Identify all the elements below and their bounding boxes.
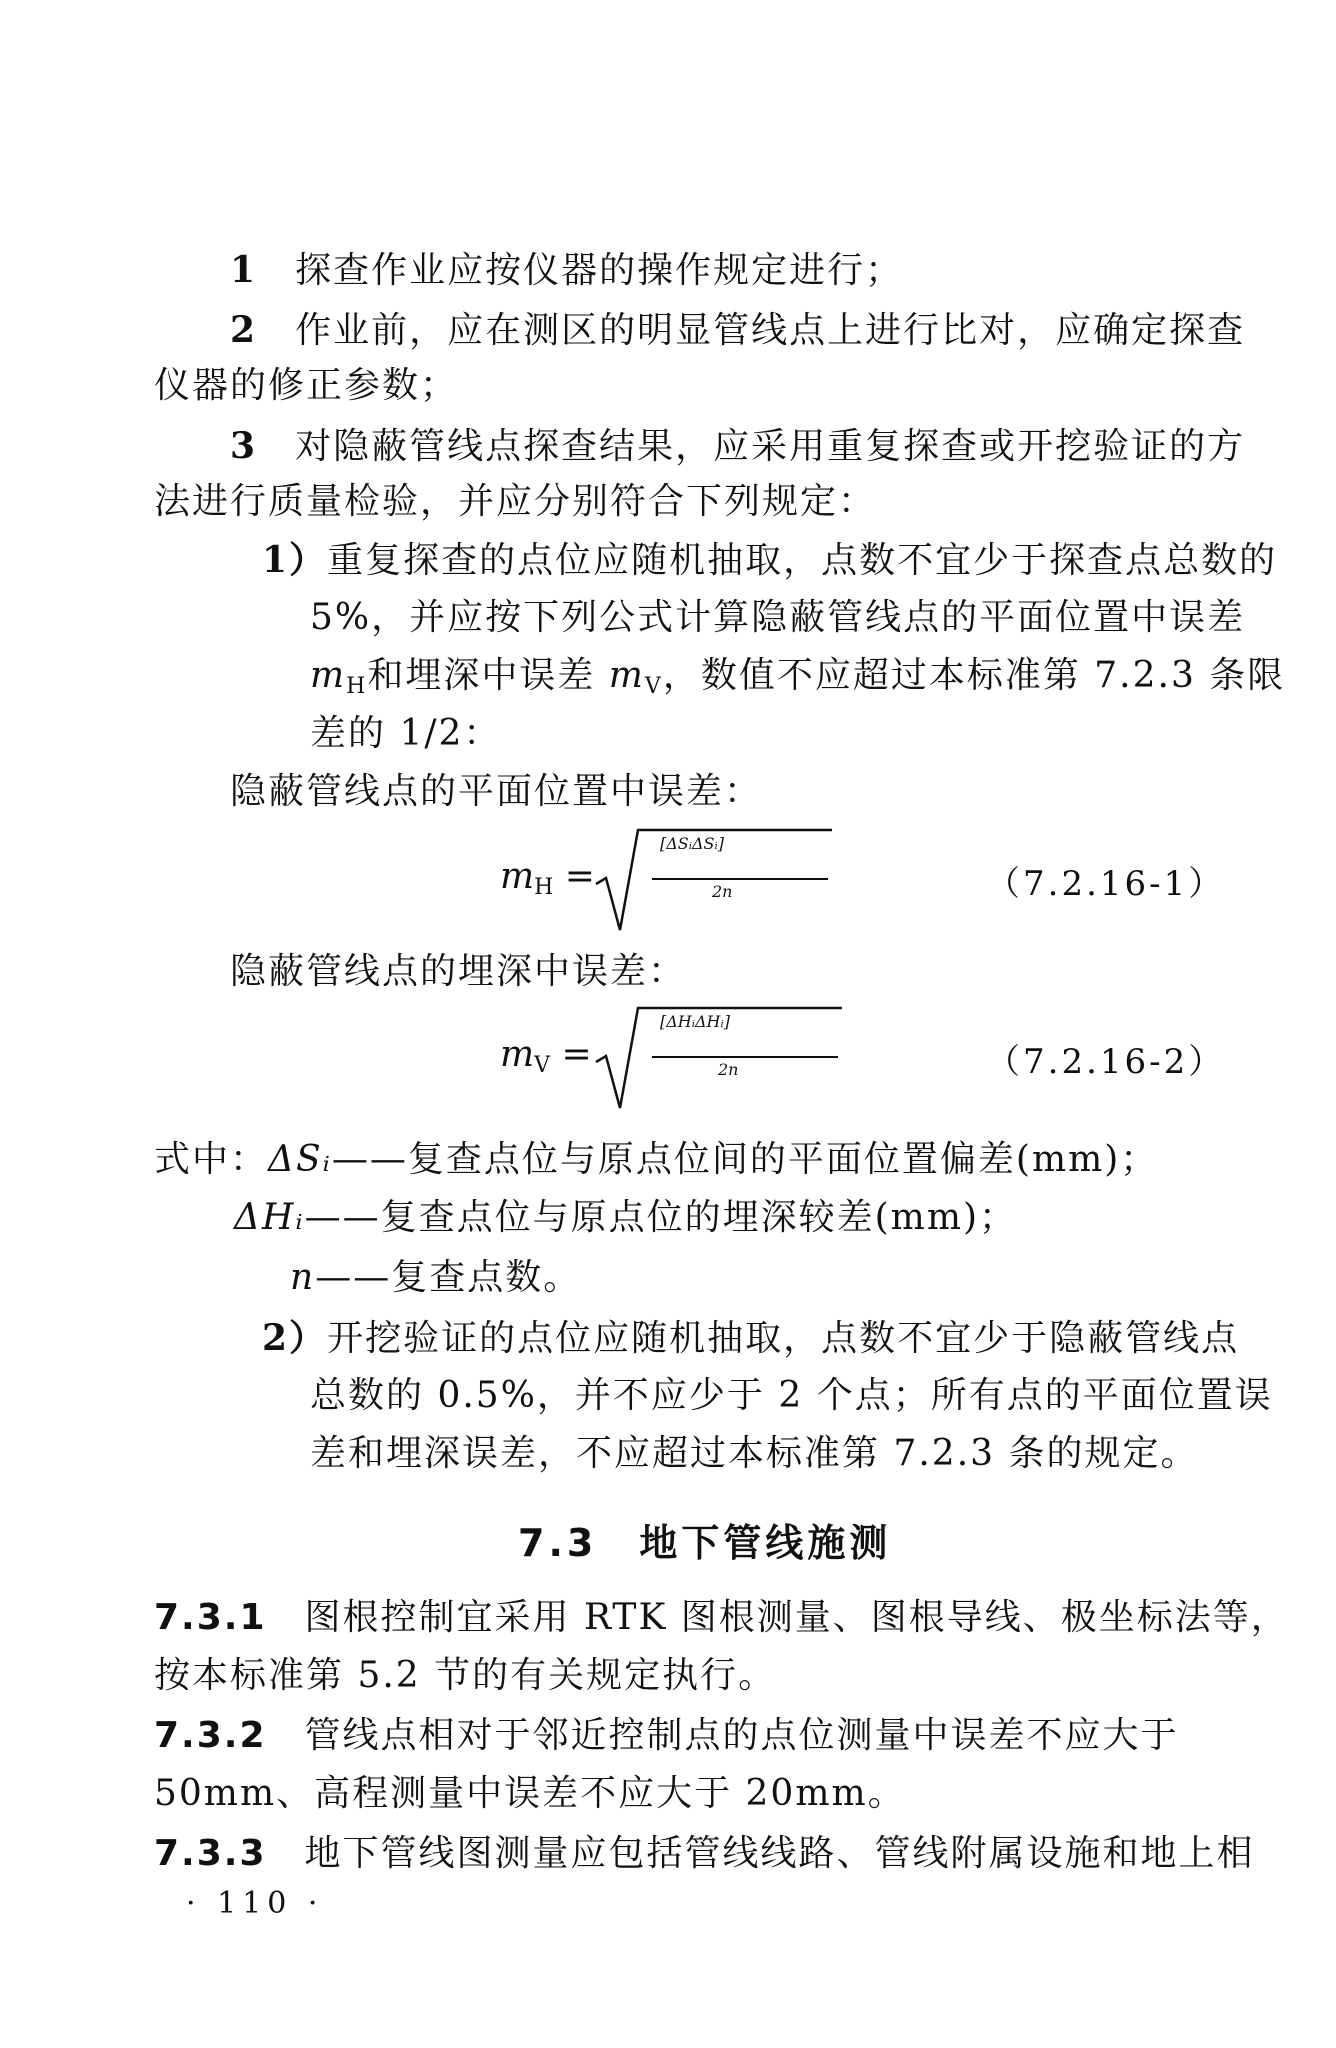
clause-7-3-3 (154, 1832, 1255, 1876)
subitem-number: 2） (262, 1317, 328, 1359)
item-3 (230, 424, 1245, 469)
clause-text: 管线点相对于邻近控制点的点位测量中误差不应大于 (304, 1715, 1179, 1756)
clause-number: 7.3.2 (154, 1715, 267, 1756)
formula-denominator: 2n (712, 882, 733, 901)
formula-lhs: $m_H$ = (500, 856, 595, 900)
formula-denominator: 2n (718, 1060, 739, 1079)
formula-number: （7.2.16-1） (986, 864, 1226, 904)
subitem-2-line-2: 总数的 0.5%，并不应少于 2 个点；所有点的平面位置误 (310, 1375, 1273, 1416)
section-heading: 7.3 地下管线施测 (518, 1521, 892, 1565)
formula-1-intro: 隐蔽管线点的平面位置中误差： (230, 771, 763, 812)
subitem-text: 重复探查的点位应随机抽取，点数不宜少于探查点总数的 (327, 540, 1278, 581)
clause-number: 7.3.3 (154, 1833, 267, 1874)
clause-text: 地下管线图测量应包括管线线路、管线附属设施和地上相 (304, 1833, 1255, 1874)
item-number: 2 (230, 309, 258, 351)
formula-lhs: $m_V$ = (500, 1034, 592, 1078)
subitem-2 (262, 1316, 1239, 1361)
clause-7-3-1-line-2: 按本标准第 5.2 节的有关规定执行。 (154, 1655, 777, 1696)
subitem-2-line-3: 差和埋深误差，不应超过本标准第 7.2.3 条的规定。 (310, 1433, 1199, 1474)
clause-7-3-2-line-2: 50mm、高程测量中误差不应大于 20mm。 (154, 1773, 906, 1814)
subitem-1 (262, 538, 1277, 583)
item-number: 1 (230, 249, 258, 291)
where-definition-2: ΔHᵢ——复查点位与原点位的埋深较差(mm)； (234, 1197, 1018, 1238)
fraction-bar (652, 878, 828, 880)
formula-2-intro: 隐蔽管线点的埋深中误差： (230, 951, 687, 992)
subitem-number: 1） (262, 539, 328, 581)
item-3-continuation: 法进行质量检验，并应分别符合下列规定： (154, 481, 877, 522)
item-text: 作业前，应在测区的明显管线点上进行比对，应确定探查 (295, 310, 1246, 351)
item-2 (230, 308, 1245, 353)
item-text: 探查作业应按仪器的操作规定进行； (295, 250, 904, 291)
item-2-continuation: 仪器的修正参数； (154, 365, 459, 406)
fraction-bar (652, 1056, 838, 1058)
where-definition-1: 式中：ΔSᵢ——复查点位与原点位间的平面位置偏差(mm)； (154, 1139, 1159, 1180)
formula-2 (500, 1004, 1226, 1114)
formula-numerator: [ΔHᵢΔHᵢ] (660, 1012, 730, 1031)
item-1 (230, 248, 903, 293)
item-number: 3 (230, 425, 258, 467)
subitem-1-line-2: 5%，并应按下列公式计算隐蔽管线点的平面位置中误差 (310, 597, 1246, 638)
clause-7-3-2 (154, 1714, 1179, 1758)
formula-number: （7.2.16-2） (986, 1042, 1226, 1082)
item-text: 对隐蔽管线点探查结果，应采用重复探查或开挖验证的方 (295, 426, 1246, 467)
formula-1 (500, 826, 1226, 936)
subitem-text: 开挖验证的点位应随机抽取，点数不宜少于隐蔽管线点 (327, 1318, 1240, 1359)
where-definition-3: n——复查点数。 (290, 1257, 582, 1298)
subitem-1-line-4: 差的 1/2： (310, 713, 502, 754)
page-number: · 110 · (186, 1886, 324, 1921)
formula-numerator: [ΔSᵢΔSᵢ] (660, 834, 724, 853)
clause-7-3-1 (154, 1596, 1289, 1640)
clause-text: 图根控制宜采用 RTK 图根测量、图根导线、极坐标法等， (304, 1597, 1289, 1638)
subitem-1-line-3: $m_H$和埋深中误差 $m_V$，数值不应超过本标准第 7.2.3 条限 (310, 655, 1286, 699)
clause-number: 7.3.1 (154, 1597, 267, 1638)
